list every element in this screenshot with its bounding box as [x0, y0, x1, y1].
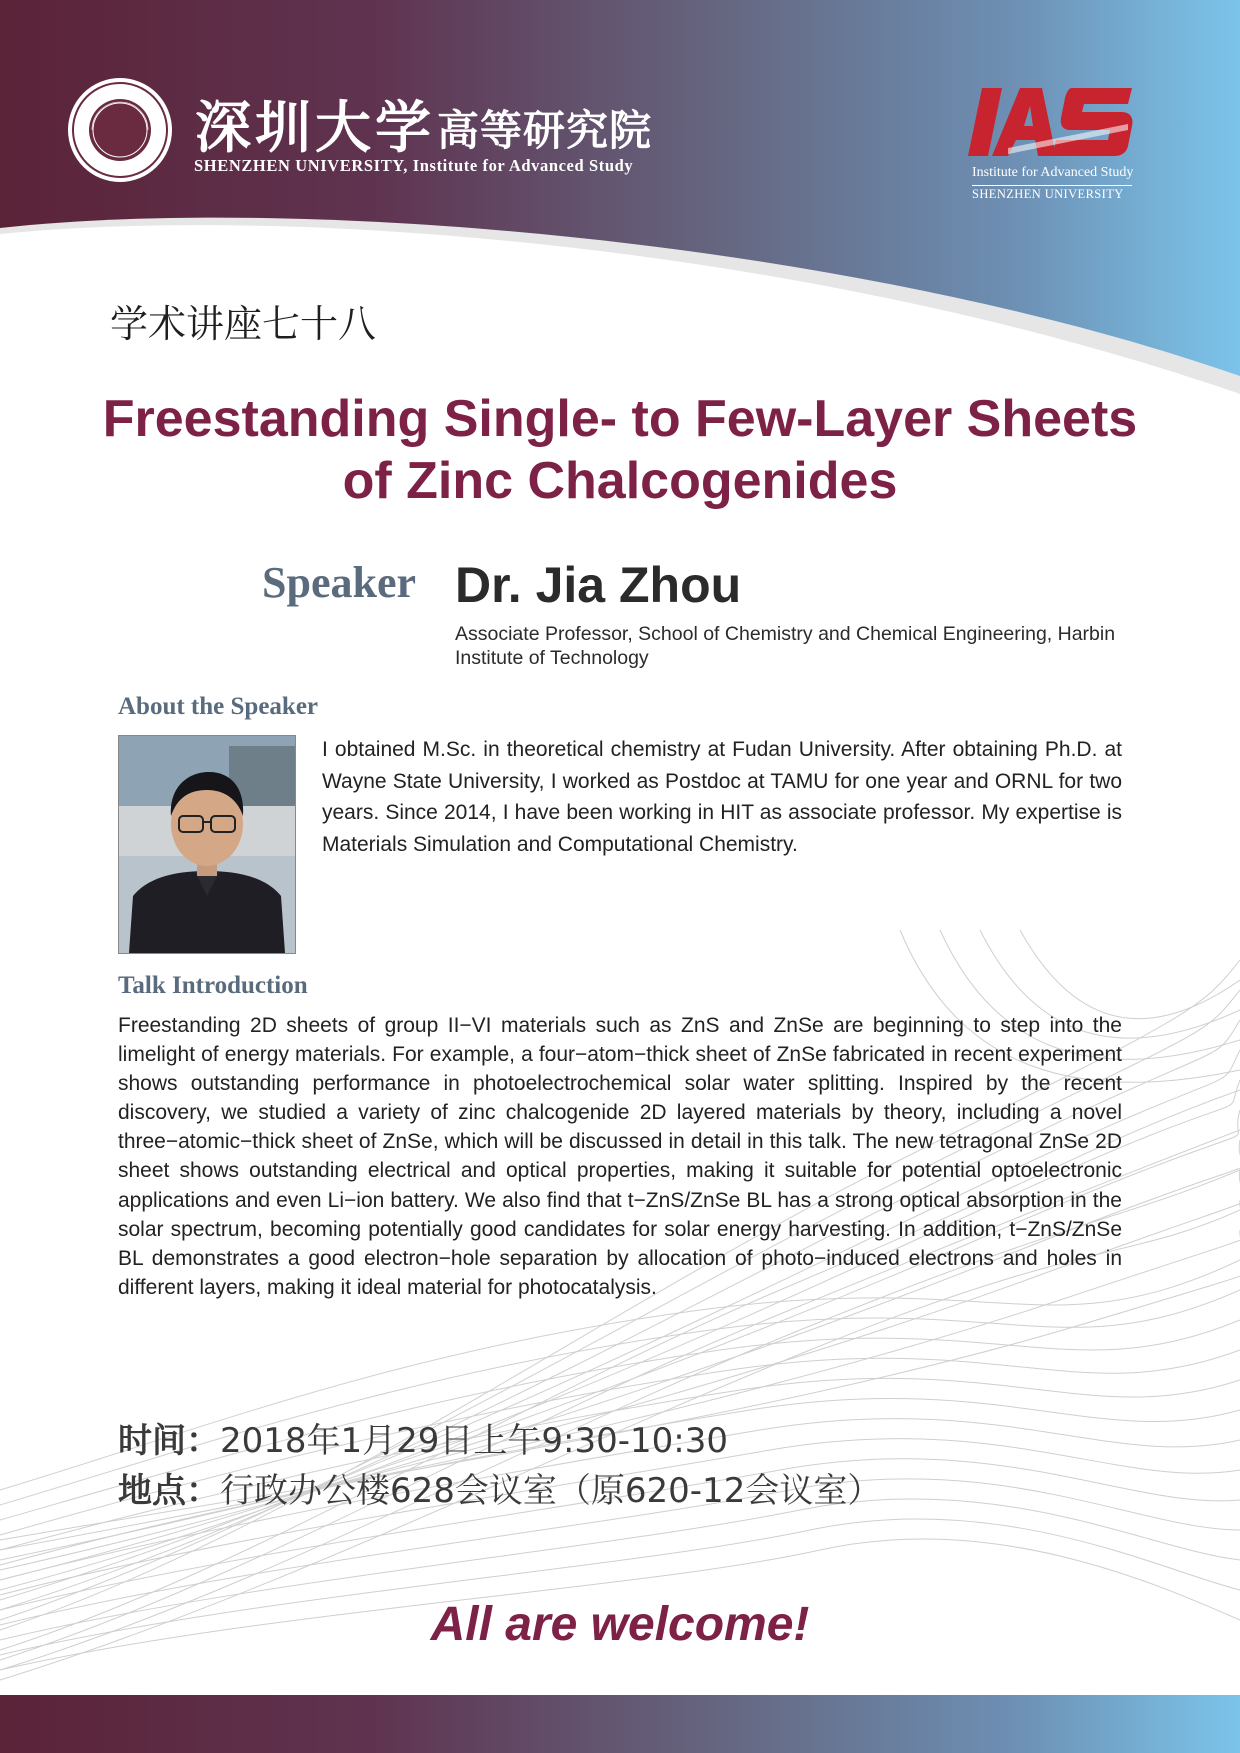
speaker-label: Speaker	[262, 558, 416, 607]
speaker-photo	[118, 735, 296, 954]
place-label: 地点：	[118, 1471, 220, 1511]
speaker-portrait-icon	[119, 736, 295, 953]
university-seal-icon	[66, 76, 174, 184]
event-place-row	[118, 1463, 881, 1512]
about-speaker-heading: About the Speaker	[118, 693, 319, 720]
ias-logo-icon	[968, 84, 1134, 160]
welcome-message: All are welcome!	[430, 1598, 810, 1651]
talk-introduction-heading: Talk Introduction	[118, 972, 308, 999]
event-time-row	[118, 1413, 728, 1462]
talk-title: Freestanding Single- to Few-Layer Sheets of Zinc Chalcogenides	[102, 390, 1138, 510]
speaker-bio: I obtained M.Sc. in theoretical chemistry at Fudan University. After obtaining Ph.D. at Wayne State University, I worked as Postdoc at TAMU for one year and ORNL for two years. Since 2014, I have been working in HIT as associate professor. My expertise is Materials Simulation and Computational Chemistry.	[322, 738, 1122, 856]
time-value: 2018年1月29日上午9:30-10:30	[220, 1421, 729, 1461]
ias-subtitle-en: Institute for Advanced Study	[972, 165, 1134, 180]
institute-name-cn: 高等研究院	[437, 106, 653, 155]
talk-introduction-text: Freestanding 2D sheets of group II−VI materials such as ZnS and ZnSe are beginning to step into the limelight of energy materials. For example, a four−atom−thick sheet of ZnSe fabricated in recent experiment shows outstanding performance in photoelectrochemical solar water splitting. Inspired by the recent discovery, we studied a variety of zinc chalcogenide 2D layered materials by theory, including a novel three−atomic−thick sheet of ZnSe, which will be discussed in detail in this talk. The new tetragonal ZnSe 2D sheet shows outstanding electrical and optical properties, making it suitable for potential optoelectronic applications and even Li−ion battery. We also find that t−ZnS/ZnSe BL has a strong optical absorption in the solar spectrum, becoming potentially good candidates for solar energy harvesting. In addition, t−ZnS/ZnSe BL demonstrates a good electron−hole separation by allocation of photo−induced electrons and holes in different layers, making it ideal material for photocatalysis.	[118, 1014, 1122, 1299]
footer-band	[0, 1695, 1240, 1753]
lecture-number: 学术讲座七十八	[110, 302, 377, 346]
ias-subtitle-university: SHENZHEN UNIVERSITY	[972, 187, 1124, 201]
place-value: 行政办公楼628会议室（原620-12会议室）	[220, 1471, 882, 1511]
university-name-en: SHENZHEN UNIVERSITY, Institute for Advanced Study	[194, 156, 634, 175]
speaker-name: Dr. Jia Zhou	[455, 557, 742, 613]
speaker-affiliation: Associate Professor, School of Chemistry and Chemical Engineering, Harbin Institute of Technology	[455, 623, 1116, 669]
ias-divider	[972, 185, 1132, 186]
time-label: 时间：	[118, 1421, 220, 1461]
university-name-cn: 深圳大学	[195, 95, 435, 161]
